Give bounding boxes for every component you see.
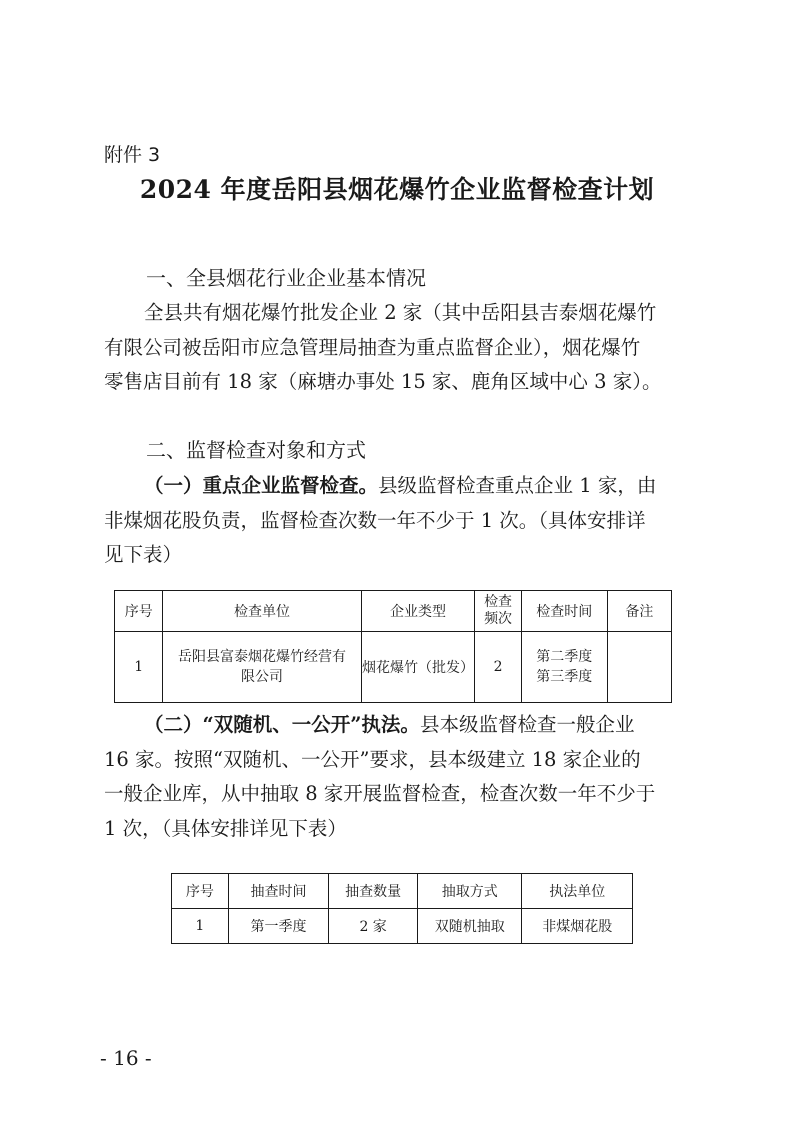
subsection1-line-1: 县级监督检查重点企业 1 家，由 [378, 474, 657, 497]
subsection2-paragraph [104, 708, 710, 846]
table-header-row [115, 591, 672, 632]
cell-method: 双随机抽取 [417, 909, 522, 944]
cell-freq: 2 [475, 632, 522, 703]
subsection2-title: （二）“双随机、一公开”执法。 [144, 713, 420, 736]
col-count: 抽查数量 [329, 874, 418, 909]
subsection2-line-4: 1 次，（具体安排详见下表） [104, 816, 347, 840]
cell-time [521, 632, 607, 703]
subsection1-line-2: 非煤烟花股负责，监督检查次数一年不少于 1 次。（具体安排详 [104, 508, 646, 532]
col-unit: 检查单位 [163, 591, 361, 632]
col-freq [475, 591, 522, 632]
cell-type: 烟花爆竹（批发） [361, 632, 475, 703]
section1-paragraph [104, 296, 710, 400]
cell-count: 2 家 [329, 909, 418, 944]
subsection1-title: （一）重点企业监督检查。 [144, 474, 379, 497]
col-seq: 序号 [172, 874, 229, 909]
col-time: 检查时间 [521, 591, 607, 632]
attachment-label: 附件 3 [104, 144, 161, 166]
table-row [115, 632, 672, 703]
section1-line-3: 零售店目前有 18 家（麻塘办事处 15 家、鹿角区域中心 3 家）。 [104, 370, 662, 393]
cell-time: 第一季度 [228, 909, 329, 944]
cell-unit-l2: 限公司 [241, 669, 284, 685]
cell-unit [163, 632, 361, 703]
table-header-row [172, 874, 633, 909]
key-enterprise-table [114, 590, 672, 703]
section1-heading: 一、全县烟花行业企业基本情况 [146, 266, 426, 290]
document-title: 2024 年度岳阳县烟花爆竹企业监督检查计划 [139, 175, 655, 204]
col-time: 抽查时间 [228, 874, 329, 909]
cell-time-l2: 第三季度 [536, 669, 593, 685]
random-inspection-table [171, 873, 633, 944]
cell-note [607, 632, 671, 703]
col-method: 抽取方式 [417, 874, 522, 909]
page-number: - 16 - [100, 1046, 152, 1070]
cell-unit-l1: 岳阳县富泰烟花爆竹经营有 [178, 649, 347, 665]
cell-time-l1: 第二季度 [536, 649, 593, 665]
col-seq: 序号 [115, 591, 163, 632]
subsection2-line-3: 一般企业库，从中抽取 8 家开展监督检查，检查次数一年不少于 [104, 782, 656, 805]
section2-heading: 二、监督检查对象和方式 [146, 438, 366, 462]
col-note: 备注 [607, 591, 671, 632]
subsection1-paragraph [104, 469, 710, 573]
cell-seq: 1 [115, 632, 163, 703]
cell-unit: 非煤烟花股 [522, 909, 633, 944]
section1-line-2: 有限公司被岳阳市应急管理局抽查为重点监督企业），烟花爆竹 [104, 335, 641, 359]
table-row [172, 909, 633, 944]
cell-seq: 1 [172, 909, 229, 944]
col-freq-l2: 频次 [484, 611, 513, 627]
col-type: 企业类型 [361, 591, 475, 632]
subsection2-line-1: 县本级监督检查一般企业 [419, 713, 635, 736]
subsection1-line-3: 见下表） [104, 543, 183, 566]
col-unit: 执法单位 [522, 874, 633, 909]
section1-line-1: 全县共有烟花爆竹批发企业 2 家（其中岳阳县吉泰烟花爆竹 [144, 301, 657, 324]
col-freq-l1: 检查 [484, 594, 513, 610]
subsection2-line-2: 16 家。按照“双随机、一公开”要求，县本级建立 18 家企业的 [104, 747, 641, 771]
